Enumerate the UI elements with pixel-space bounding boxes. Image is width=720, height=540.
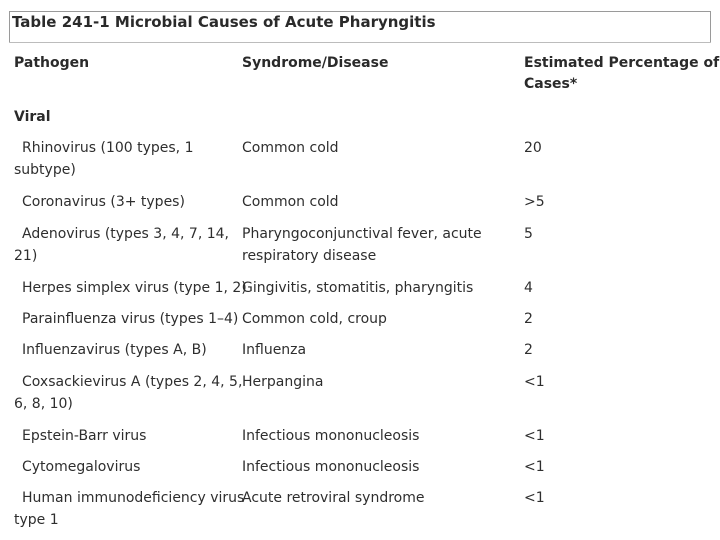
table-row-syndrome: Infectious mononucleosis (242, 459, 420, 475)
table-row-pathogen: Herpes simplex virus (type 1, 2) (22, 280, 247, 296)
table-row-percentage: 5 (524, 226, 533, 242)
table-row-syndrome: Infectious mononucleosis (242, 428, 420, 444)
table-row-syndrome: Common cold, croup (242, 311, 387, 327)
table-row-percentage: <1 (524, 490, 545, 506)
table-row-pathogen-cont: type 1 (14, 512, 59, 528)
table-row-syndrome: Pharyngoconjunctival fever, acute (242, 226, 482, 242)
table-row-pathogen-cont: 6, 8, 10) (14, 396, 73, 412)
table-row-percentage: <1 (524, 459, 545, 475)
table-row-percentage: <1 (524, 374, 545, 390)
table-row-syndrome: Herpangina (242, 374, 324, 390)
table-row-percentage: >5 (524, 194, 545, 210)
table-row-pathogen: Parainfluenza virus (types 1–4) (22, 311, 239, 327)
section-viral: Viral (14, 109, 51, 125)
title-divider (9, 42, 711, 43)
header-percentage-line2: Cases* (524, 76, 578, 92)
table-row-pathogen-cont: subtype) (14, 162, 76, 178)
header-percentage-line1: Estimated Percentage of (524, 55, 720, 71)
table-row-pathogen: Epstein-Barr virus (22, 428, 147, 444)
table-row-syndrome-cont: respiratory disease (242, 248, 377, 264)
table-row-percentage: 4 (524, 280, 533, 296)
table-row-pathogen: Influenzavirus (types A, B) (22, 342, 207, 358)
table-row-pathogen: Cytomegalovirus (22, 459, 141, 475)
table-row-pathogen: Coxsackievirus A (types 2, 4, 5, (22, 374, 243, 390)
table-title: Table 241-1 Microbial Causes of Acute Pharyngitis (12, 13, 436, 31)
table-row-syndrome: Gingivitis, stomatitis, pharyngitis (242, 280, 474, 296)
table-row-syndrome: Acute retroviral syndrome (242, 490, 425, 506)
table-row-pathogen-cont: 21) (14, 248, 38, 264)
table-title-box (9, 11, 711, 43)
table-row-percentage: 2 (524, 342, 533, 358)
table-row-syndrome: Common cold (242, 194, 339, 210)
header-pathogen: Pathogen (14, 55, 90, 71)
table-row-pathogen: Rhinovirus (100 types, 1 (22, 140, 194, 156)
header-syndrome: Syndrome/Disease (242, 55, 389, 71)
table-row-syndrome: Common cold (242, 140, 339, 156)
table-row-percentage: <1 (524, 428, 545, 444)
table-row-pathogen: Adenovirus (types 3, 4, 7, 14, (22, 226, 229, 242)
table-row-pathogen: Human immunodeficiency virus (22, 490, 245, 506)
table-row-percentage: 20 (524, 140, 542, 156)
table-row-syndrome: Influenza (242, 342, 307, 358)
table-row-percentage: 2 (524, 311, 533, 327)
table-row-pathogen: Coronavirus (3+ types) (22, 194, 185, 210)
